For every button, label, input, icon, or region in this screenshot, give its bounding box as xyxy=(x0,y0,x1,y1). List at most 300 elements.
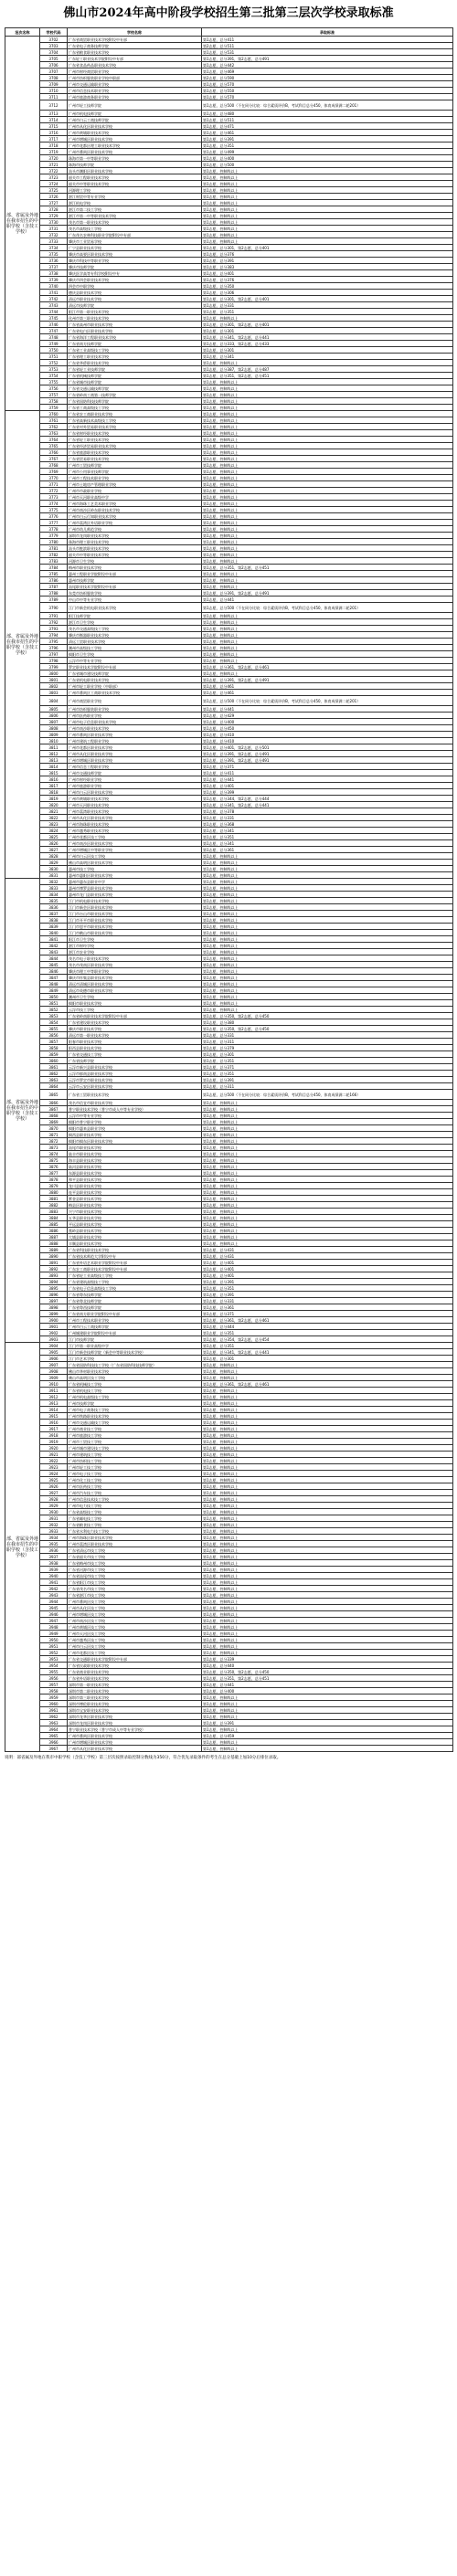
school-code-cell: 3932 xyxy=(40,1522,68,1528)
admission-standard-cell: 第1志愿，控制线以上 xyxy=(202,430,453,437)
school-name-cell: 云浮市罗定市职业技术学校 xyxy=(68,1077,202,1083)
table-row xyxy=(5,1714,453,1720)
table-row xyxy=(5,558,453,565)
table-row xyxy=(5,1083,453,1090)
table-row xyxy=(5,603,453,613)
school-code-cell: 3822 xyxy=(40,815,68,821)
school-code-cell: 3744 xyxy=(40,309,68,315)
school-name-cell: 陆河县职业技术学校 xyxy=(68,1164,202,1170)
school-code-cell: 3777 xyxy=(40,520,68,526)
admission-standard-cell: 第1志愿，控制线以上 xyxy=(202,955,453,962)
school-name-cell: 广州市白云区职业技术学校 xyxy=(68,789,202,796)
school-name-cell: 广东省电子信息高级技工学校 xyxy=(68,1285,202,1292)
admission-standard-cell: 第1志愿，控制线以上 xyxy=(202,462,453,469)
admission-standard-cell: 第1志愿，总分401 xyxy=(202,270,453,277)
school-code-cell: 3755 xyxy=(40,379,68,385)
school-code-cell: 3802 xyxy=(40,683,68,690)
admission-standard-cell: 第1志愿，控制线以上 xyxy=(202,872,453,879)
school-code-cell: 3771 xyxy=(40,481,68,488)
table-row xyxy=(5,513,453,520)
table-row xyxy=(5,43,453,49)
school-name-cell: 肇庆市衡器职业技术学校 xyxy=(68,632,202,639)
admission-standard-cell: 第1志愿，总分391，第2志愿，总分491 xyxy=(202,751,453,757)
admission-standard-cell: 第1志愿，总分461 xyxy=(202,130,453,136)
school-code-cell: 3806 xyxy=(40,713,68,719)
table-row xyxy=(5,373,453,379)
admission-standard-cell: 第1志愿，总分351 xyxy=(202,1330,453,1336)
table-row xyxy=(5,1349,453,1356)
school-code-cell: 3917 xyxy=(40,1426,68,1432)
admission-standard-cell: 第1志愿，控制线以上 xyxy=(202,1189,453,1196)
school-name-cell: 普宁职业技术学校（普宁市成人中等专业学校） xyxy=(68,1106,202,1113)
admission-standard-cell: 第1志愿，控制线以上 xyxy=(202,1157,453,1164)
admission-standard-cell: 第1志愿，总分371 xyxy=(202,764,453,770)
admission-standard-cell: 第1志愿，控制线以上 xyxy=(202,987,453,994)
school-code-cell: 3763 xyxy=(40,430,68,437)
admission-standard-cell: 第1志愿，控制线以上 xyxy=(202,449,453,456)
school-name-cell: 广东轻工职业技术学院附设中专部 xyxy=(68,56,202,62)
school-code-cell: 3871 xyxy=(40,1132,68,1138)
table-row xyxy=(5,613,453,619)
admission-standard-cell: 第1志愿，控制线以上 xyxy=(202,936,453,943)
school-name-cell: 广东省旅游职业技术学校 xyxy=(68,449,202,456)
batch-name-cell: 部、省属及外地在我市招生的中职学校（含技工学校） xyxy=(5,37,40,411)
school-name-cell: 陆丰市职业技术学校 xyxy=(68,1151,202,1157)
school-name-cell: 惠州市惠东县职业中学 xyxy=(68,879,202,885)
school-code-cell: 3757 xyxy=(40,392,68,398)
admission-standard-cell: 第1志愿，总分301，第2志愿，总分401 xyxy=(202,296,453,302)
school-name-cell: 珠海市技师学院 xyxy=(68,162,202,168)
school-code-cell: 3775 xyxy=(40,507,68,513)
table-row xyxy=(5,1336,453,1343)
school-name-cell: 湛江市农业学校 xyxy=(68,949,202,955)
table-row xyxy=(5,494,453,501)
admission-standard-cell: 第1志愿，总分339 xyxy=(202,1656,453,1663)
school-name-cell: 广东省高级技工学校 xyxy=(68,1509,202,1515)
table-row xyxy=(5,258,453,264)
admission-standard-cell: 第1志愿，总分350，第2志愿，总分450 xyxy=(202,1013,453,1019)
admission-standard-cell: 第1志愿，总分500（不在同分比较：综合素质评价B，考试科目总分450，体育成绩满二轮201） xyxy=(202,100,453,111)
admission-standard-cell: 第1志愿，控制线以上 xyxy=(202,533,453,539)
school-name-cell: 揭阳市卫生学校 xyxy=(68,651,202,658)
admission-standard-cell: 第1志愿，总分531 xyxy=(202,49,453,56)
admission-standard-cell: 第1志愿，总分401，第2志愿，总分501 xyxy=(202,744,453,751)
admission-standard-cell: 第1志愿，控制线以上 xyxy=(202,1439,453,1445)
school-name-cell: 茂名市第一职业技术学校 xyxy=(68,219,202,226)
school-code-cell: 3747 xyxy=(40,328,68,334)
school-name-cell: 深圳市博伦职业技术学校 xyxy=(68,1701,202,1707)
school-name-cell: 广州市商贸职业学校 xyxy=(68,696,202,706)
admission-standard-cell: 第1志愿，控制线以上 xyxy=(202,1567,453,1573)
school-code-cell: 3957 xyxy=(40,1682,68,1688)
table-row xyxy=(5,751,453,757)
school-code-cell: 3738 xyxy=(40,270,68,277)
table-row xyxy=(5,645,453,651)
admission-standard-cell: 第1志愿，控制线以上 xyxy=(202,1000,453,1007)
table-row xyxy=(5,1452,453,1458)
school-code-cell: 3850 xyxy=(40,994,68,1000)
table-row xyxy=(5,366,453,373)
admission-standard-cell: 第1志愿，控制线以上 xyxy=(202,437,453,443)
table-row xyxy=(5,1177,453,1183)
school-code-cell: 3713 xyxy=(40,111,68,117)
table-row xyxy=(5,347,453,354)
school-code-cell: 3750 xyxy=(40,347,68,354)
school-name-cell: 广东省食品药品职业技术学校 xyxy=(68,62,202,69)
admission-standard-cell: 第1志愿，控制线以上 xyxy=(202,632,453,639)
table-row xyxy=(5,100,453,111)
table-row xyxy=(5,1007,453,1013)
school-code-cell: 3823 xyxy=(40,821,68,828)
admission-standard-cell: 第1志愿，总分341，第2志愿，总分441 xyxy=(202,802,453,808)
table-row xyxy=(5,783,453,789)
school-name-cell: 广东省机电技工学校 xyxy=(68,1388,202,1394)
school-code-cell: 3732 xyxy=(40,232,68,238)
admission-standard-cell: 第1志愿，控制线以上 xyxy=(202,949,453,955)
school-name-cell: 广州市纺织服装职业学校 xyxy=(68,706,202,713)
school-name-cell: 广州市市政职业学校 xyxy=(68,488,202,494)
admission-standard-cell: 第1志愿，总分550 xyxy=(202,88,453,94)
school-code-cell: 3785 xyxy=(40,571,68,577)
table-row xyxy=(5,949,453,955)
school-name-cell: 广州市财经职业学校 xyxy=(68,776,202,783)
table-row xyxy=(5,1541,453,1547)
school-code-cell: 3728 xyxy=(40,206,68,213)
admission-standard-cell: 第1志愿，控制线以上 xyxy=(202,968,453,975)
admission-standard-cell: 第1志愿，控制线以上 xyxy=(202,1490,453,1496)
admission-standard-cell: 第1志愿，控制线以上 xyxy=(202,1432,453,1439)
school-code-cell: 3735 xyxy=(40,251,68,258)
admission-standard-cell: 第1志愿，总分400 xyxy=(202,1688,453,1694)
admission-standard-cell: 第1志愿，总分411 xyxy=(202,770,453,776)
school-name-cell: 广东省民政职业技术学校 xyxy=(68,1663,202,1669)
school-code-cell: 3958 xyxy=(40,1688,68,1694)
table-row xyxy=(5,1586,453,1592)
table-row xyxy=(5,545,453,552)
school-name-cell: 汕头市潮阳区职业技术学校 xyxy=(68,168,202,174)
table-row xyxy=(5,1032,453,1039)
school-name-cell: 清远市清城区职业技术学校 xyxy=(68,981,202,987)
admission-standard-cell: 第1志愿，总分301，第2志愿，总分401 xyxy=(202,245,453,251)
school-name-cell: 广东省清远市技工学校 xyxy=(68,1547,202,1554)
table-row xyxy=(5,1064,453,1071)
admission-standard-cell: 第1志愿，总分301 xyxy=(202,1356,453,1362)
school-name-cell: 广东省阳江市技工学校 xyxy=(68,1579,202,1586)
school-name-cell: 广东省贸易职业技术学校 xyxy=(68,456,202,462)
school-code-cell: 3920 xyxy=(40,1445,68,1452)
school-name-cell: 广东省茂名市技工学校 xyxy=(68,1586,202,1592)
admission-standard-cell: 第1志愿，控制线以上 xyxy=(202,1624,453,1631)
school-name-cell: 广州市电子技工学校 xyxy=(68,1471,202,1477)
school-name-cell: 广州市荔湾区外语职业学校 xyxy=(68,520,202,526)
admission-standard-cell: 第1志愿，控制线以上 xyxy=(202,898,453,904)
school-code-cell: 3906 xyxy=(40,1356,68,1362)
table-row xyxy=(5,1253,453,1260)
school-name-cell: 广州市黄埔职业技术学校 xyxy=(68,130,202,136)
table-row xyxy=(5,213,453,219)
school-name-cell: 广州市工贸技师学院 xyxy=(68,462,202,469)
admission-standard-cell: 第1志愿，总分333，第2志愿，总分433 xyxy=(202,341,453,347)
table-row xyxy=(5,277,453,283)
admission-standard-cell: 第1志愿，控制线以上 xyxy=(202,930,453,936)
admission-standard-cell: 第1志愿，控制线以上 xyxy=(202,1209,453,1215)
admission-standard-cell: 第1志愿，总分400 xyxy=(202,719,453,725)
school-name-cell: 揭西县职业技术学校 xyxy=(68,1132,202,1138)
admission-standard-cell: 第1志愿，控制线以上 xyxy=(202,520,453,526)
admission-standard-cell: 第1志愿，总分400 xyxy=(202,155,453,162)
school-name-cell: 广州市信息技术职业学校 xyxy=(68,88,202,94)
table-row xyxy=(5,1151,453,1157)
school-name-cell: 广州市工程技术职业学校 xyxy=(68,1317,202,1324)
school-name-cell: 广东茂名农林科技职业学院附设中专部 xyxy=(68,232,202,238)
school-code-cell: 3731 xyxy=(40,226,68,232)
school-code-cell: 3935 xyxy=(40,1541,68,1547)
table-row xyxy=(5,1260,453,1266)
table-row xyxy=(5,1311,453,1317)
admission-standard-cell: 第1志愿，总分387，第2志愿，总分487 xyxy=(202,366,453,373)
admission-standard-cell: 第1志愿，控制线以上 xyxy=(202,1202,453,1209)
school-name-cell: 广州市番禺区技工学校 xyxy=(68,1599,202,1605)
admission-standard-cell: 第1志愿，控制线以上 xyxy=(202,1535,453,1541)
table-row xyxy=(5,744,453,751)
school-name-cell: 广东省建筑高级技工学校 xyxy=(68,1279,202,1285)
admission-standard-cell: 第1志愿，总分331 xyxy=(202,1032,453,1039)
school-name-cell: 广州市交通运输技工学校 xyxy=(68,1420,202,1426)
table-row xyxy=(5,577,453,584)
table-row xyxy=(5,670,453,677)
school-code-cell: 3721 xyxy=(40,162,68,168)
school-name-cell: 肇庆市技师学院 xyxy=(68,264,202,270)
admission-standard-cell: 第1志愿，总分341 xyxy=(202,354,453,360)
school-code-cell: 3868 xyxy=(40,1113,68,1119)
table-row xyxy=(5,1579,453,1586)
school-code-cell: 3766 xyxy=(40,449,68,456)
admission-standard-cell: 第1志愿，控制线以上 xyxy=(202,1007,453,1013)
school-code-cell: 3751 xyxy=(40,354,68,360)
admission-standard-cell: 第1志愿，控制线以上 xyxy=(202,315,453,322)
school-name-cell: 肇庆医学高等专科学校附设中专 xyxy=(68,270,202,277)
school-name-cell: 惠州市技师学院 xyxy=(68,577,202,584)
table-row xyxy=(5,911,453,917)
school-name-cell: 广州市建筑技工学校 xyxy=(68,1452,202,1458)
admission-standard-cell: 第1志愿，总分461 xyxy=(202,683,453,690)
admission-standard-cell: 第1志愿，控制线以上 xyxy=(202,488,453,494)
school-name-cell: 广东省粤西技师学院 xyxy=(68,1304,202,1311)
admission-standard-cell: 第1志愿，总分499 xyxy=(202,149,453,155)
school-code-cell: 3963 xyxy=(40,1720,68,1726)
table-row xyxy=(5,1599,453,1605)
table-row xyxy=(5,1304,453,1311)
school-code-cell: 3937 xyxy=(40,1554,68,1560)
school-code-cell: 3703 xyxy=(40,43,68,49)
school-name-cell: 广东省岭南工商第一技师学院 xyxy=(68,392,202,398)
school-code-cell: 3915 xyxy=(40,1413,68,1420)
table-row xyxy=(5,1209,453,1215)
table-row xyxy=(5,789,453,796)
table-row xyxy=(5,828,453,834)
school-code-cell: 3831 xyxy=(40,872,68,879)
admission-standard-cell: 第1志愿，总分471 xyxy=(202,123,453,130)
school-name-cell: 深圳市宝安职业技术学校 xyxy=(68,1707,202,1714)
school-code-cell: 3873 xyxy=(40,1145,68,1151)
school-name-cell: 茂名市交通高级技工学校 xyxy=(68,626,202,632)
admission-standard-cell: 第1志愿，控制线以上 xyxy=(202,866,453,872)
table-row xyxy=(5,354,453,360)
school-name-cell: 广州市信息技术技工学校 xyxy=(68,1496,202,1503)
school-code-cell: 3847 xyxy=(40,975,68,981)
school-code-cell: 3905 xyxy=(40,1349,68,1356)
school-name-cell: 广州市财经商贸职业学校 xyxy=(68,69,202,75)
school-code-cell: 3856 xyxy=(40,1032,68,1039)
school-code-cell: 3886 xyxy=(40,1228,68,1234)
school-name-cell: 云浮市技工学校 xyxy=(68,1007,202,1013)
table-row xyxy=(5,143,453,149)
school-code-cell: 3880 xyxy=(40,1189,68,1196)
school-name-cell: 广东省外语职业技术学校 xyxy=(68,1675,202,1682)
school-name-cell: 广州市荔湾区职业技术学校 xyxy=(68,1541,202,1547)
table-row xyxy=(5,1240,453,1247)
table-row xyxy=(5,360,453,366)
admission-standard-cell: 第1志愿，控制线以上 xyxy=(202,577,453,584)
table-row xyxy=(5,270,453,277)
school-code-cell: 3892 xyxy=(40,1266,68,1272)
admission-standard-cell: 第1志愿，总分461 xyxy=(202,690,453,696)
school-name-cell: 广州市番禺区职业技术学校 xyxy=(68,149,202,155)
school-code-cell: 3752 xyxy=(40,360,68,366)
school-name-cell: 广东省经济贸易职业技术学校 xyxy=(68,443,202,449)
school-name-cell: 广东省电白区职业技术学校 xyxy=(68,328,202,334)
table-row xyxy=(5,1045,453,1051)
school-code-cell: 3846 xyxy=(40,968,68,975)
table-row xyxy=(5,1522,453,1528)
school-name-cell: 广州市工贸技工学校 xyxy=(68,1439,202,1445)
school-code-cell: 3966 xyxy=(40,1739,68,1746)
admission-standard-cell: 第1志愿，总分391，第2志愿，总分491 xyxy=(202,757,453,764)
table-row xyxy=(5,596,453,603)
admission-standard-cell: 第1志愿，总分431 xyxy=(202,1247,453,1253)
school-name-cell: 广州城建职业学院附设中专部 xyxy=(68,1330,202,1336)
admission-standard-cell: 第1志愿，控制线以上 xyxy=(202,1605,453,1611)
school-name-cell: 广州市从化区职业技术学校 xyxy=(68,1746,202,1752)
admission-standard-cell: 第1志愿，总分361 xyxy=(202,847,453,853)
admission-standard-cell: 第1志愿，控制线以上 xyxy=(202,962,453,968)
school-code-cell: 3887 xyxy=(40,1234,68,1240)
admission-standard-cell: 第1志愿，总分351 xyxy=(202,834,453,840)
school-name-cell: 广州市轻工职业学校（中职部） xyxy=(68,683,202,690)
admission-standard-cell: 第1志愿，总分351 xyxy=(202,1343,453,1349)
school-code-cell: 3726 xyxy=(40,194,68,200)
table-row xyxy=(5,1228,453,1234)
school-code-cell: 3811 xyxy=(40,744,68,751)
school-code-cell: 3725 xyxy=(40,187,68,194)
admission-standard-cell: 第1志愿，控制线以上 xyxy=(202,639,453,645)
table-row xyxy=(5,1496,453,1503)
admission-standard-cell: 第2志愿，总分511 xyxy=(202,43,453,49)
table-row xyxy=(5,219,453,226)
admission-standard-cell: 第1志愿，总分350 xyxy=(202,283,453,290)
table-row xyxy=(5,94,453,100)
school-code-cell: 3838 xyxy=(40,917,68,924)
school-code-cell: 3841 xyxy=(40,936,68,943)
school-code-cell: 3762 xyxy=(40,424,68,430)
table-row xyxy=(5,1426,453,1432)
school-code-cell: 3967 xyxy=(40,1746,68,1752)
admission-standard-cell: 第1志愿，控制线以上 xyxy=(202,1215,453,1221)
school-name-cell: 广东省机械技师学院 xyxy=(68,373,202,379)
school-code-cell: 3929 xyxy=(40,1503,68,1509)
school-code-cell: 3712 xyxy=(40,100,68,111)
table-row xyxy=(5,168,453,174)
table-row xyxy=(5,62,453,69)
table-row xyxy=(5,796,453,802)
table-row xyxy=(5,1388,453,1394)
admission-standard-cell: 第1志愿，控制线以上 xyxy=(202,892,453,898)
school-code-cell: 3772 xyxy=(40,488,68,494)
admission-standard-cell: 第1志愿，总分391 xyxy=(202,258,453,264)
admission-standard-cell: 第1志愿，总分376 xyxy=(202,251,453,258)
school-code-cell: 3882 xyxy=(40,1202,68,1209)
admission-standard-cell: 第1志愿，控制线以上 xyxy=(202,181,453,187)
table-row xyxy=(5,1726,453,1733)
school-name-cell: 广东省对外贸易职业技术学校 xyxy=(68,424,202,430)
school-code-cell: 3899 xyxy=(40,1311,68,1317)
school-name-cell: 肇庆市理工中等职业学校 xyxy=(68,968,202,975)
school-code-cell: 3922 xyxy=(40,1458,68,1464)
table-row xyxy=(5,226,453,232)
table-row xyxy=(5,677,453,683)
admission-standard-cell: 第1志愿，控制线以上 xyxy=(202,219,453,226)
admission-standard-cell: 第1志愿，控制线以上 xyxy=(202,1228,453,1234)
admission-standard-cell: 第1志愿，控制线以上 xyxy=(202,1611,453,1618)
table-row xyxy=(5,776,453,783)
school-name-cell: 广州市越秀区技工学校 xyxy=(68,1637,202,1643)
table-row xyxy=(5,1100,453,1106)
table-row xyxy=(5,1535,453,1541)
school-name-cell: 广州市荔湾职业技术学校 xyxy=(68,808,202,815)
table-row xyxy=(5,565,453,571)
school-name-cell: 广州市南沙区职业技术学校 xyxy=(68,840,202,847)
school-name-cell: 广州市花都区技工学校 xyxy=(68,1650,202,1656)
school-name-cell: 广州市增城区职业技术学校 xyxy=(68,136,202,143)
table-row xyxy=(5,232,453,238)
school-code-cell: 3704 xyxy=(40,49,68,56)
school-code-cell: 3730 xyxy=(40,219,68,226)
table-row xyxy=(5,808,453,815)
school-name-cell: 广州市土地房产管理职业学校 xyxy=(68,481,202,488)
admission-table xyxy=(5,27,453,1752)
school-code-cell: 3741 xyxy=(40,290,68,296)
school-name-cell: 江门市第一职业高级中学 xyxy=(68,1343,202,1349)
school-code-cell: 3759 xyxy=(40,405,68,411)
school-code-cell: 3829 xyxy=(40,860,68,866)
school-code-cell: 3928 xyxy=(40,1496,68,1503)
school-name-cell: 佛山市华材职业技术学校 xyxy=(68,1368,202,1375)
table-row xyxy=(5,481,453,488)
admission-standard-cell: 第1志愿，总分341 xyxy=(202,840,453,847)
admission-standard-cell: 第1志愿，总分311 xyxy=(202,1039,453,1045)
admission-standard-cell: 第1志愿，控制线以上 xyxy=(202,613,453,619)
admission-standard-cell: 第1志愿，总分361，第2志愿，总分461 xyxy=(202,1381,453,1388)
admission-standard-cell: 第1志愿，总分411 xyxy=(202,37,453,43)
school-code-cell: 3824 xyxy=(40,828,68,834)
table-row xyxy=(5,449,453,456)
table-row xyxy=(5,955,453,962)
school-code-cell: 3956 xyxy=(40,1675,68,1682)
school-name-cell: 韶关市中等职业技术学校 xyxy=(68,552,202,558)
school-code-cell: 3926 xyxy=(40,1483,68,1490)
table-row xyxy=(5,584,453,590)
table-row xyxy=(5,88,453,94)
